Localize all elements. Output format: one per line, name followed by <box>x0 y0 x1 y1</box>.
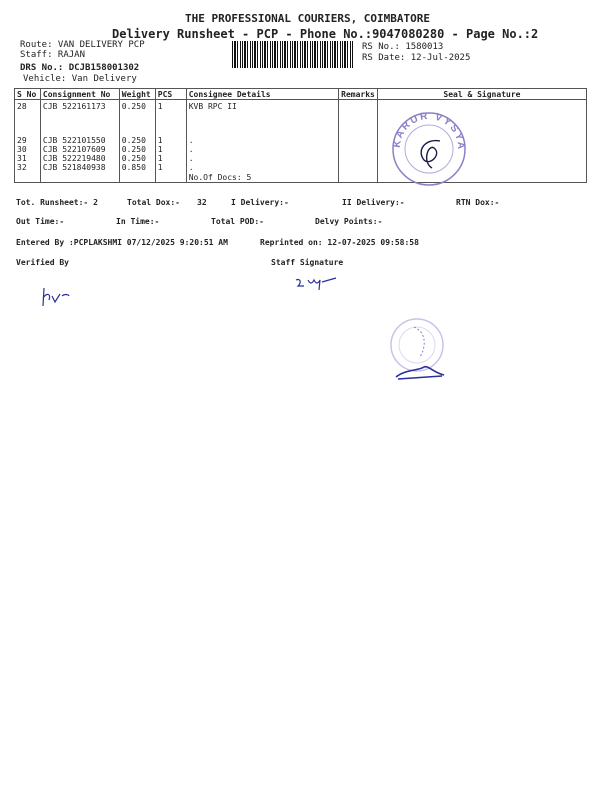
runsheet-table <box>14 88 587 183</box>
table-row <box>15 154 587 163</box>
col-header-sno: S No <box>15 89 41 100</box>
cell-sno: 28 <box>15 100 41 112</box>
cell-consignment: CJB 521840938 <box>40 163 119 172</box>
cell-weight: 0.250 <box>119 145 155 154</box>
cell-pcs: 1 <box>155 100 186 112</box>
cell-sno: 30 <box>15 145 41 154</box>
staff-signature-label: Staff Signature <box>271 258 344 267</box>
col-header-consignee: Consignee Details <box>186 89 338 100</box>
svg-text:KARUR VYSYA <box>392 111 466 151</box>
ii-delivery-label: II Delivery:- <box>342 198 405 207</box>
rs-number: RS No.: 1580013 <box>362 42 444 52</box>
cell-consignee: . <box>186 154 338 163</box>
cell-consignment: CJB 522161173 <box>40 100 119 112</box>
rs-date: RS Date: 12-Jul-2025 <box>362 53 471 63</box>
rtn-dox-label: RTN Dox:- <box>456 198 500 207</box>
seal-text: KARUR VYSYA <box>391 110 467 152</box>
runsheet-title: Delivery Runsheet - PCP - Phone No.:9047080280 - Page No.:2 <box>112 27 539 41</box>
delvy-points-label: Delvy Points:- <box>315 217 383 226</box>
cell-pcs: 1 <box>155 136 186 145</box>
round-stamp-icon <box>384 313 450 383</box>
total-dox-value: 32 <box>197 198 207 207</box>
drs-number: DRS No.: DCJB158001302 <box>20 63 140 73</box>
reprinted-on: Reprinted on: 12-07-2025 09:58:58 <box>260 238 419 247</box>
verified-by-label: Verified By <box>16 258 69 267</box>
staff-label: Staff: RAJAN <box>20 50 86 60</box>
cell-consignment: CJB 522107609 <box>40 145 119 154</box>
table-header-row <box>15 89 587 100</box>
cell-pcs: 1 <box>155 145 186 154</box>
table-row <box>15 100 587 112</box>
col-header-remarks: Remarks <box>339 89 378 100</box>
cell-weight: 0.250 <box>119 100 155 112</box>
tot-runsheet: Tot. Runsheet:- 2 <box>16 198 98 207</box>
col-header-consignment: Consignment No <box>40 89 119 100</box>
cell-consignee: KVB RPC II <box>186 100 338 112</box>
cell-weight: 0.850 <box>119 163 155 172</box>
route-label: Route: VAN DELIVERY PCP <box>20 40 145 50</box>
in-time-label: In Time:- <box>116 217 160 226</box>
cell-weight: 0.250 <box>119 136 155 145</box>
table-row <box>15 163 587 172</box>
vehicle-label: Vehicle: Van Delivery <box>23 74 137 84</box>
table-row <box>15 136 587 145</box>
cell-consignee: . <box>186 163 338 172</box>
total-dox-label: Total Dox:- <box>127 198 180 207</box>
staff-signature-icon <box>292 274 338 296</box>
col-header-weight: Weight <box>119 89 155 100</box>
table-row <box>15 145 587 154</box>
cell-consignment: CJB 522101550 <box>40 136 119 145</box>
cell-sno: 32 <box>15 163 41 172</box>
bank-seal-stamp-icon <box>390 108 468 190</box>
docs-count: No.Of Docs: 5 <box>186 172 338 183</box>
entered-by: Entered By :PCPLAKSHMI 07/12/2025 9:20:51 AM <box>16 238 228 247</box>
barcode-image <box>232 41 354 68</box>
cell-pcs: 1 <box>155 154 186 163</box>
cell-consignment: CJB 522219480 <box>40 154 119 163</box>
cell-pcs: 1 <box>155 163 186 172</box>
verified-signature-icon <box>38 284 76 308</box>
out-time-label: Out Time:- <box>16 217 65 226</box>
i-delivery-label: I Delivery:- <box>231 198 289 207</box>
cell-consignee: . <box>186 145 338 154</box>
total-pod-label: Total POD:- <box>211 217 264 226</box>
col-header-seal: Seal & Signature <box>377 89 586 100</box>
col-header-pcs: PCS <box>155 89 186 100</box>
cell-sno: 29 <box>15 136 41 145</box>
company-title: THE PROFESSIONAL COURIERS, COIMBATORE <box>185 12 431 25</box>
cell-sno: 31 <box>15 154 41 163</box>
cell-consignee: . <box>186 136 338 145</box>
cell-weight: 0.250 <box>119 154 155 163</box>
